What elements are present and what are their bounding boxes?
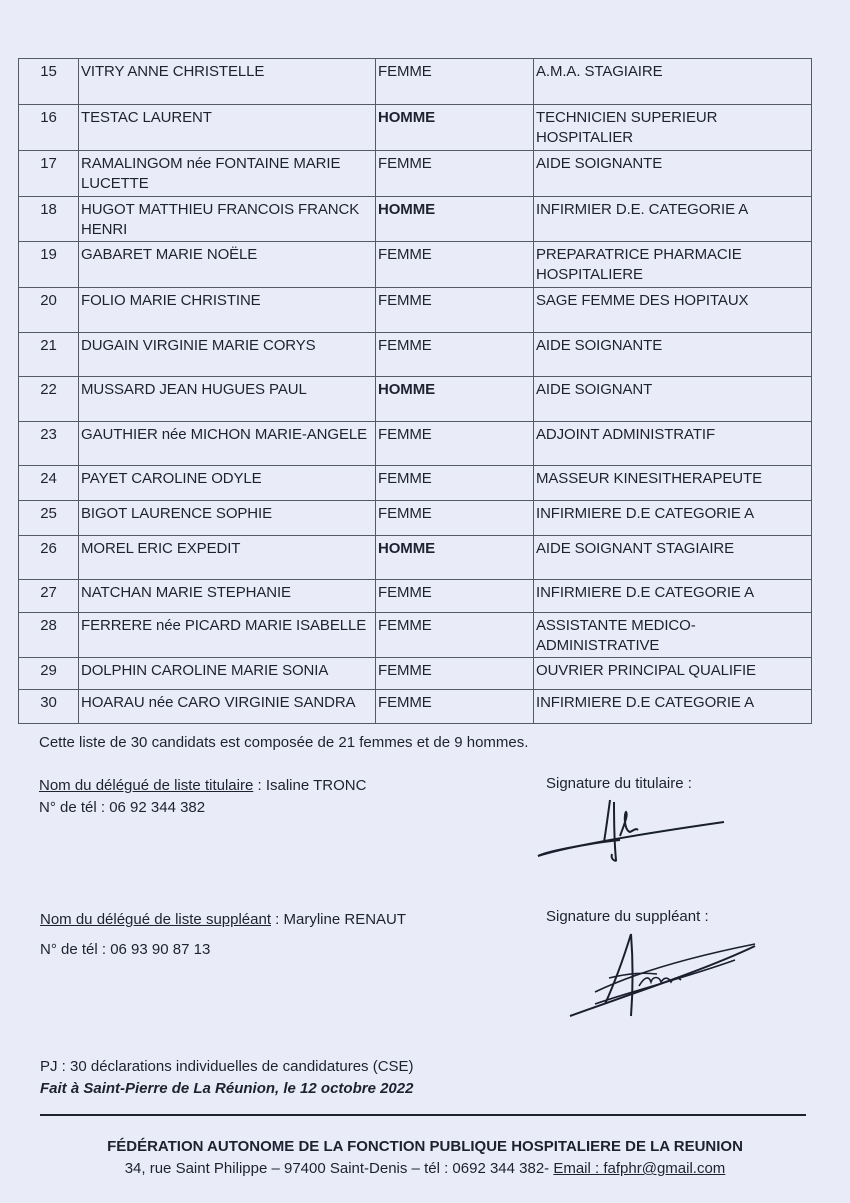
footer-organization: FÉDÉRATION AUTONOME DE LA FONCTION PUBLIQUE HOSPITALIERE DE LA REUNION: [107, 1138, 743, 1155]
candidate-sex: HOMME: [376, 197, 534, 242]
titulaire-phone: N° de tél : 06 92 344 382: [39, 799, 206, 816]
candidate-sex: FEMME: [376, 288, 534, 333]
candidate-name: FERRERE née PICARD MARIE ISABELLE: [79, 613, 376, 658]
candidate-number: 21: [19, 333, 79, 377]
candidate-number: 30: [19, 690, 79, 724]
suppleant-signature: [565, 930, 765, 1022]
candidate-role: INFIRMIERE D.E CATEGORIE A: [534, 690, 812, 724]
footer-divider: [40, 1114, 806, 1116]
table-row: [19, 333, 812, 377]
candidate-name: RAMALINGOM née FONTAINE MARIE LUCETTE: [79, 151, 376, 197]
list-summary: Cette liste de 30 candidats est composée de 21 femmes et de 9 hommes.: [39, 734, 529, 751]
candidate-name: DOLPHIN CAROLINE MARIE SONIA: [79, 658, 376, 690]
candidate-role: INFIRMIERE D.E CATEGORIE A: [534, 580, 812, 613]
candidate-sex: FEMME: [376, 151, 534, 197]
candidate-name: HUGOT MATTHIEU FRANCOIS FRANCK HENRI: [79, 197, 376, 242]
candidate-name: TESTAC LAURENT: [79, 105, 376, 151]
candidate-name: DUGAIN VIRGINIE MARIE CORYS: [79, 333, 376, 377]
table-row: [19, 288, 812, 333]
place-date: Fait à Saint-Pierre de La Réunion, le 12 octobre 2022: [40, 1080, 414, 1097]
candidate-role: PREPARATRICE PHARMACIE HOSPITALIERE: [534, 242, 812, 288]
candidate-name: FOLIO MARIE CHRISTINE: [79, 288, 376, 333]
titulaire-block: [39, 775, 366, 819]
candidate-number: 26: [19, 536, 79, 580]
candidate-sex: FEMME: [376, 580, 534, 613]
candidate-role: AIDE SOIGNANTE: [534, 333, 812, 377]
candidate-role: A.M.A. STAGIAIRE: [534, 59, 812, 105]
table-row: [19, 105, 812, 151]
candidate-number: 25: [19, 501, 79, 536]
table-row: [19, 580, 812, 613]
candidate-sex: FEMME: [376, 333, 534, 377]
candidate-role: AIDE SOIGNANTE: [534, 151, 812, 197]
candidate-sex: FEMME: [376, 59, 534, 105]
footer: [0, 1136, 850, 1180]
table-row: [19, 658, 812, 690]
candidate-sex: FEMME: [376, 613, 534, 658]
candidate-sex: FEMME: [376, 690, 534, 724]
candidate-sex: HOMME: [376, 536, 534, 580]
table-row: [19, 501, 812, 536]
candidate-role: AIDE SOIGNANT: [534, 377, 812, 422]
candidate-sex: FEMME: [376, 466, 534, 501]
suppleant-signature-label: Signature du suppléant :: [546, 908, 709, 925]
footer-address: 34, rue Saint Philippe – 97400 Saint-Denis – tél : 0692 344 382-: [124, 1160, 554, 1177]
attachments-note: [40, 1056, 414, 1100]
table-row: [19, 690, 812, 724]
candidate-number: 29: [19, 658, 79, 690]
candidate-number: 15: [19, 59, 79, 105]
suppleant-label: Nom du délégué de liste suppléant: [40, 911, 271, 928]
titulaire-signature: [530, 790, 740, 870]
candidate-number: 20: [19, 288, 79, 333]
candidate-number: 23: [19, 422, 79, 466]
titulaire-separator: :: [253, 777, 266, 794]
candidate-role: ASSISTANTE MEDICO-ADMINISTRATIVE: [534, 613, 812, 658]
candidate-sex: HOMME: [376, 105, 534, 151]
suppleant-phone: N° de tél : 06 93 90 87 13: [40, 941, 211, 958]
candidate-role: AIDE SOIGNANT STAGIAIRE: [534, 536, 812, 580]
candidate-sex: FEMME: [376, 242, 534, 288]
candidate-name: MUSSARD JEAN HUGUES PAUL: [79, 377, 376, 422]
suppleant-name: Maryline RENAUT: [283, 911, 407, 928]
footer-email[interactable]: Email : fafphr@gmail.com: [553, 1160, 726, 1177]
candidate-name: PAYET CAROLINE ODYLE: [79, 466, 376, 501]
candidate-sex: FEMME: [376, 501, 534, 536]
attachments-text: PJ : 30 déclarations individuelles de candidatures (CSE): [40, 1058, 414, 1075]
candidate-sex: FEMME: [376, 422, 534, 466]
candidate-number: 27: [19, 580, 79, 613]
candidates-table-body: [19, 59, 812, 724]
suppleant-block: [40, 909, 406, 961]
candidate-role: TECHNICIEN SUPERIEUR HOSPITALIER: [534, 105, 812, 151]
candidate-number: 16: [19, 105, 79, 151]
table-row: [19, 197, 812, 242]
table-row: [19, 242, 812, 288]
candidate-name: BIGOT LAURENCE SOPHIE: [79, 501, 376, 536]
candidate-sex: FEMME: [376, 658, 534, 690]
candidate-name: HOARAU née CARO VIRGINIE SANDRA: [79, 690, 376, 724]
table-row: [19, 377, 812, 422]
titulaire-signature-label: Signature du titulaire :: [546, 775, 692, 792]
candidate-role: OUVRIER PRINCIPAL QUALIFIE: [534, 658, 812, 690]
table-row: [19, 151, 812, 197]
candidate-role: INFIRMIER D.E. CATEGORIE A: [534, 197, 812, 242]
candidate-number: 24: [19, 466, 79, 501]
candidate-name: NATCHAN MARIE STEPHANIE: [79, 580, 376, 613]
candidate-role: MASSEUR KINESITHERAPEUTE: [534, 466, 812, 501]
candidate-sex: HOMME: [376, 377, 534, 422]
candidate-name: GABARET MARIE NOËLE: [79, 242, 376, 288]
titulaire-name: Isaline TRONC: [265, 777, 367, 794]
table-row: [19, 422, 812, 466]
candidate-number: 19: [19, 242, 79, 288]
candidate-number: 28: [19, 613, 79, 658]
candidate-number: 22: [19, 377, 79, 422]
candidate-role: INFIRMIERE D.E CATEGORIE A: [534, 501, 812, 536]
table-row: [19, 59, 812, 105]
candidate-number: 18: [19, 197, 79, 242]
candidate-number: 17: [19, 151, 79, 197]
candidate-role: SAGE FEMME DES HOPITAUX: [534, 288, 812, 333]
candidate-name: GAUTHIER née MICHON MARIE-ANGELE: [79, 422, 376, 466]
candidate-name: MOREL ERIC EXPEDIT: [79, 536, 376, 580]
table-row: [19, 613, 812, 658]
candidate-role: ADJOINT ADMINISTRATIF: [534, 422, 812, 466]
titulaire-label: Nom du délégué de liste titulaire: [39, 777, 254, 794]
candidate-name: VITRY ANNE CHRISTELLE: [79, 59, 376, 105]
table-row: [19, 536, 812, 580]
candidates-table: [18, 58, 812, 724]
suppleant-separator: :: [271, 911, 284, 928]
table-row: [19, 466, 812, 501]
